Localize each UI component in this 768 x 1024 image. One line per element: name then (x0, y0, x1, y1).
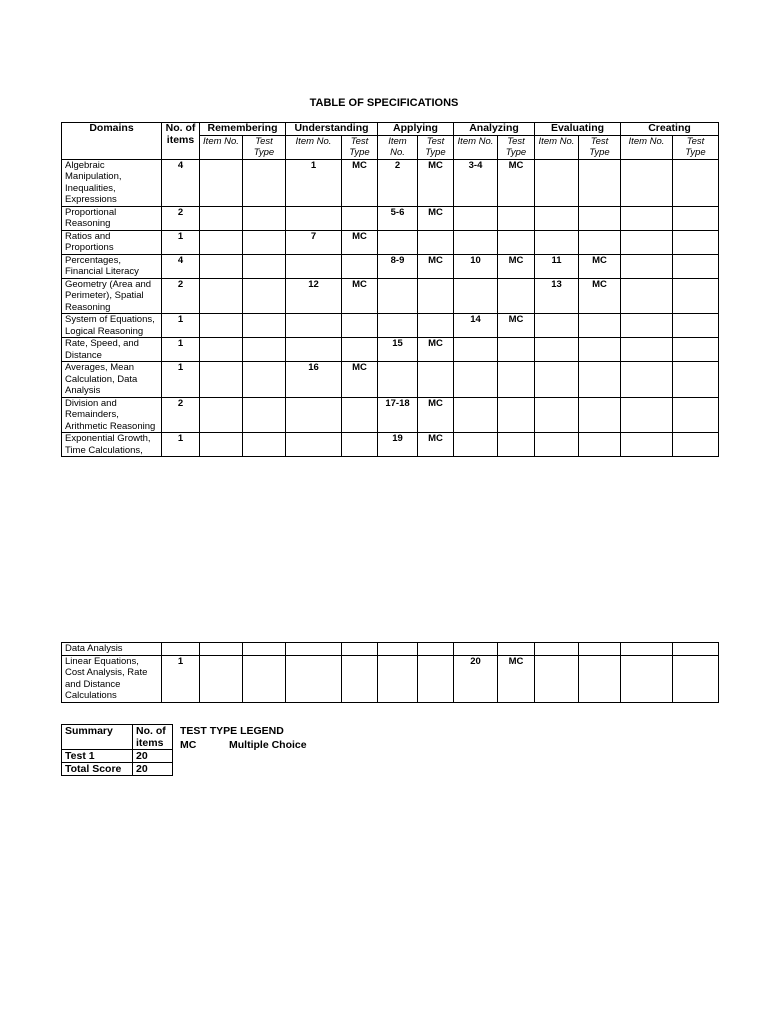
items-cell: 2 (162, 397, 200, 433)
test-type-cell (673, 230, 719, 254)
domain-cell: Percentages, Financial Literacy (62, 254, 162, 278)
items-cell: 1 (162, 433, 200, 457)
item-no-cell (286, 433, 342, 457)
item-no-cell (535, 397, 579, 433)
item-no-cell (200, 362, 243, 398)
item-no-cell (200, 655, 243, 702)
test-type-cell (342, 338, 378, 362)
test-type-cell (673, 643, 719, 656)
test-type-cell (673, 159, 719, 206)
item-no-cell (200, 278, 243, 314)
item-no-cell (286, 314, 342, 338)
test-type-cell (579, 314, 621, 338)
item-no-cell (535, 314, 579, 338)
item-no-header: Item No. (535, 135, 579, 159)
test-type-cell: MC (498, 254, 535, 278)
item-no-cell: 11 (535, 254, 579, 278)
summary-header-row (62, 725, 173, 750)
table-row (62, 655, 719, 702)
items-cell: 1 (162, 338, 200, 362)
test-type-cell (579, 159, 621, 206)
test-type-cell: MC (418, 254, 454, 278)
test-type-cell (498, 230, 535, 254)
item-no-cell (200, 254, 243, 278)
item-no-cell (200, 433, 243, 457)
item-no-cell (621, 159, 673, 206)
test-type-cell (673, 433, 719, 457)
item-no-cell (621, 278, 673, 314)
items-cell: 1 (162, 314, 200, 338)
level-header: Evaluating (535, 123, 621, 136)
test-type-cell (418, 655, 454, 702)
test-type-cell (243, 254, 286, 278)
test-type-header: Test Type (342, 135, 378, 159)
summary-header: Summary (62, 725, 133, 750)
item-no-cell (200, 206, 243, 230)
item-no-cell (535, 643, 579, 656)
test-type-cell (243, 314, 286, 338)
test-type-cell (243, 230, 286, 254)
test-type-header: Test Type (498, 135, 535, 159)
level-header: Analyzing (454, 123, 535, 136)
item-no-cell (454, 278, 498, 314)
table-row (62, 278, 719, 314)
test-type-cell (579, 362, 621, 398)
table-row (62, 230, 719, 254)
test-type-cell (498, 206, 535, 230)
level-header: Applying (378, 123, 454, 136)
test-type-cell: MC (342, 230, 378, 254)
summary-row (62, 763, 173, 776)
test-type-cell (418, 314, 454, 338)
test-type-cell (243, 643, 286, 656)
item-no-cell: 15 (378, 338, 418, 362)
domain-cell: Linear Equations, Cost Analysis, Rate and Distance Calculations (62, 655, 162, 702)
test-type-cell: MC (498, 314, 535, 338)
domain-cell: Geometry (Area and Perimeter), Spatial Reasoning (62, 278, 162, 314)
items-cell: 1 (162, 655, 200, 702)
item-no-cell (378, 230, 418, 254)
test-type-cell (418, 643, 454, 656)
test-type-cell (673, 362, 719, 398)
test-type-cell (243, 206, 286, 230)
items-cell: 4 (162, 159, 200, 206)
test-type-cell (342, 643, 378, 656)
level-header: Creating (621, 123, 719, 136)
test-type-cell: MC (579, 254, 621, 278)
test-type-cell: MC (498, 159, 535, 206)
item-no-cell (621, 397, 673, 433)
table-row (62, 397, 719, 433)
items-cell: 1 (162, 362, 200, 398)
test-type-cell (418, 230, 454, 254)
summary-items-header: No. of items (133, 725, 173, 750)
level-header: Remembering (200, 123, 286, 136)
item-no-cell (535, 362, 579, 398)
table-row (62, 206, 719, 230)
test-type-cell (579, 643, 621, 656)
domain-cell: Division and Remainders, Arithmetic Reasoning (62, 397, 162, 433)
item-no-cell (200, 397, 243, 433)
test-type-header: Test Type (243, 135, 286, 159)
test-type-cell (498, 338, 535, 362)
legend-title: TEST TYPE LEGEND (180, 725, 284, 737)
table-row (62, 433, 719, 457)
test-type-cell (579, 397, 621, 433)
item-no-header: Item No. (378, 135, 418, 159)
test-type-cell (418, 362, 454, 398)
table-row (62, 362, 719, 398)
test-type-cell: MC (498, 655, 535, 702)
legend-meaning: Multiple Choice (229, 739, 307, 751)
test-type-cell: MC (418, 206, 454, 230)
specifications-table (61, 122, 719, 457)
item-no-cell: 14 (454, 314, 498, 338)
test-type-cell (498, 643, 535, 656)
test-type-cell: MC (418, 397, 454, 433)
item-no-cell (454, 338, 498, 362)
legend-entry (180, 738, 307, 752)
test-type-cell (673, 397, 719, 433)
table-row (62, 643, 719, 656)
test-type-cell (243, 278, 286, 314)
item-no-cell (535, 433, 579, 457)
items-cell: 4 (162, 254, 200, 278)
test-type-cell (243, 433, 286, 457)
test-type-cell (579, 338, 621, 362)
item-no-cell: 8-9 (378, 254, 418, 278)
domain-cell: Algebraic Manipulation, Inequalities, Expressions (62, 159, 162, 206)
test-type-cell (579, 655, 621, 702)
legend-code: MC (180, 739, 197, 751)
item-no-cell: 1 (286, 159, 342, 206)
test-type-cell (673, 254, 719, 278)
test-type-cell (243, 655, 286, 702)
item-no-cell (286, 338, 342, 362)
item-no-cell (621, 433, 673, 457)
test-type-cell: MC (579, 278, 621, 314)
item-no-cell (200, 159, 243, 206)
test-type-cell (342, 655, 378, 702)
items-cell: 2 (162, 206, 200, 230)
items-cell: 1 (162, 230, 200, 254)
item-no-cell: 16 (286, 362, 342, 398)
item-no-header: Item No. (621, 135, 673, 159)
page-title: TABLE OF SPECIFICATIONS (309, 97, 459, 109)
test-type-cell (673, 206, 719, 230)
item-no-cell: 3-4 (454, 159, 498, 206)
test-type-cell (579, 230, 621, 254)
item-no-cell (621, 314, 673, 338)
item-no-cell: 13 (535, 278, 579, 314)
item-no-cell (454, 206, 498, 230)
test-type-cell: MC (342, 362, 378, 398)
test-type-cell (673, 278, 719, 314)
test-type-cell (498, 278, 535, 314)
test-type-cell: MC (342, 159, 378, 206)
test-type-cell (342, 397, 378, 433)
test-type-cell (342, 254, 378, 278)
item-no-cell (454, 230, 498, 254)
item-no-cell: 20 (454, 655, 498, 702)
item-no-cell (378, 278, 418, 314)
test-type-cell (243, 362, 286, 398)
item-no-cell (286, 643, 342, 656)
item-no-cell (535, 206, 579, 230)
test-type-cell (673, 338, 719, 362)
item-no-cell (454, 397, 498, 433)
item-no-cell (621, 362, 673, 398)
item-no-cell (535, 338, 579, 362)
summary-value: 20 (133, 763, 173, 776)
item-no-cell (535, 230, 579, 254)
test-type-cell (498, 397, 535, 433)
summary-table (61, 724, 173, 776)
table-row (62, 159, 719, 206)
item-no-cell (378, 655, 418, 702)
test-type-cell (243, 397, 286, 433)
item-no-cell (621, 338, 673, 362)
item-no-cell (378, 643, 418, 656)
item-no-cell: 12 (286, 278, 342, 314)
item-no-header: Item No. (200, 135, 243, 159)
item-no-cell (200, 314, 243, 338)
test-type-cell (342, 314, 378, 338)
test-type-cell (342, 206, 378, 230)
table-row (62, 314, 719, 338)
item-no-cell (621, 206, 673, 230)
test-type-cell (498, 433, 535, 457)
domain-cell: Exponential Growth, Time Calculations, (62, 433, 162, 457)
test-type-header: Test Type (579, 135, 621, 159)
test-type-header: Test Type (418, 135, 454, 159)
test-type-cell (243, 159, 286, 206)
item-no-cell: 2 (378, 159, 418, 206)
header-row (62, 123, 719, 136)
item-no-cell (621, 254, 673, 278)
test-type-cell (673, 655, 719, 702)
item-no-cell (621, 230, 673, 254)
item-no-header: Item No. (286, 135, 342, 159)
test-type-cell (243, 338, 286, 362)
item-no-cell (200, 230, 243, 254)
level-header: Understanding (286, 123, 378, 136)
item-no-cell (535, 159, 579, 206)
item-no-cell (200, 338, 243, 362)
item-no-cell (454, 433, 498, 457)
item-no-cell (378, 314, 418, 338)
test-type-legend (180, 724, 307, 752)
domain-cell: Rate, Speed, and Distance (62, 338, 162, 362)
item-no-cell: 5-6 (378, 206, 418, 230)
summary-row (62, 750, 173, 763)
items-cell: 2 (162, 278, 200, 314)
test-type-cell (673, 314, 719, 338)
domain-cell: Averages, Mean Calculation, Data Analysis (62, 362, 162, 398)
item-no-cell (286, 254, 342, 278)
domains-header: Domains (62, 123, 162, 160)
summary-value: 20 (133, 750, 173, 763)
test-type-cell (579, 433, 621, 457)
item-no-cell: 7 (286, 230, 342, 254)
specifications-table-continued (61, 642, 719, 703)
test-type-cell: MC (418, 338, 454, 362)
item-no-cell (286, 397, 342, 433)
items-header: No. of items (162, 123, 200, 160)
item-no-cell (454, 362, 498, 398)
items-cell (162, 643, 200, 656)
domain-cell: Proportional Reasoning (62, 206, 162, 230)
summary-label: Total Score (62, 763, 133, 776)
item-no-header: Item No. (454, 135, 498, 159)
test-type-cell: MC (418, 159, 454, 206)
item-no-cell (621, 655, 673, 702)
item-no-cell (621, 643, 673, 656)
item-no-cell: 19 (378, 433, 418, 457)
summary-label: Test 1 (62, 750, 133, 763)
item-no-cell (286, 655, 342, 702)
domain-cell: Ratios and Proportions (62, 230, 162, 254)
test-type-cell (498, 362, 535, 398)
item-no-cell (378, 362, 418, 398)
item-no-cell (535, 655, 579, 702)
test-type-cell (342, 433, 378, 457)
table-row (62, 254, 719, 278)
item-no-cell: 17-18 (378, 397, 418, 433)
test-type-cell: MC (418, 433, 454, 457)
test-type-cell: MC (342, 278, 378, 314)
item-no-cell (200, 643, 243, 656)
domain-cell: System of Equations, Logical Reasoning (62, 314, 162, 338)
test-type-cell (418, 278, 454, 314)
item-no-cell (454, 643, 498, 656)
test-type-header: Test Type (673, 135, 719, 159)
table-row (62, 338, 719, 362)
item-no-cell: 10 (454, 254, 498, 278)
domain-cell: Data Analysis (62, 643, 162, 656)
test-type-cell (579, 206, 621, 230)
item-no-cell (286, 206, 342, 230)
